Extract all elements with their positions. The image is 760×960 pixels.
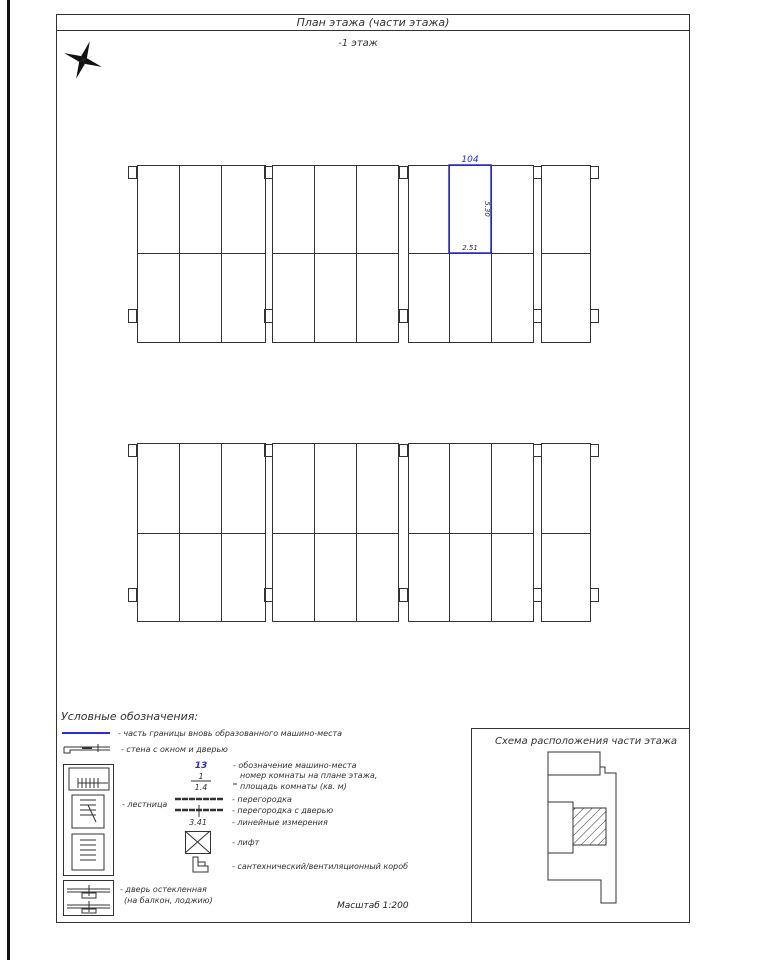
measure-sample: 3.41 [189,818,207,827]
parking-block [409,444,534,622]
spot-number: 104 [461,155,479,165]
legend-measure: - линейные измерения [232,818,328,827]
room-area-sample: 1.4 [194,783,208,792]
column-tab [400,167,408,179]
column-tab [534,589,542,602]
legend-partition-door: - перегородка с дверью [232,806,334,815]
floor-label: -1 этаж [338,38,378,49]
sheet-frame [57,15,690,923]
legend-title: Условные обозначения: [61,710,199,723]
legend-partition: - перегородка [232,795,292,804]
column-tab [591,589,599,602]
sheet-title: План этажа (части этажа) [296,16,450,29]
column-tab [534,445,542,457]
left-edge [7,0,10,960]
scale-label: Масштаб 1:200 [337,901,409,911]
spot-number-sample: 13 [194,761,208,771]
duct-icon [193,857,208,872]
legend-lift: - лифт [232,838,260,847]
legend [61,710,409,916]
column-tab [129,167,137,179]
column-tab [400,445,408,457]
column-tab [534,310,542,323]
compass-icon [57,34,108,85]
room-number-sample: 1 [198,772,204,781]
legend-duct: - сантехнический/вентиляционный короб [232,862,409,871]
highlighted-area [573,808,606,845]
column-tab [129,589,137,602]
legend-room-2: площадь комнаты (кв. м) [240,782,347,791]
column-tab [129,445,137,457]
glazed-door-icon [64,881,114,916]
column-tab [591,310,599,323]
column-tab [400,310,408,323]
legend-spot: - обозначение машино-места [233,761,357,770]
column-tab [129,310,137,323]
parking-block [542,444,591,622]
stairs-symbol-icon [64,765,114,876]
legend-door-2: (на балкон, лоджию) [124,896,213,905]
column-tab [591,167,599,179]
parking-block [138,444,266,622]
highlighted-parking-spot[interactable] [449,155,491,253]
scheme-title: Схема расположения части этажа [494,736,678,747]
column-tab [534,167,542,179]
column-tab [400,589,408,602]
floor-location-scheme [472,729,691,923]
parking-block [273,444,399,622]
column-tab [591,445,599,457]
lift-icon [185,831,211,854]
spot-length: 5.30 [483,201,491,217]
legend-room-1: номер комнаты на плане этажа, [240,771,378,780]
legend-wall: - стена с окном и дверью [121,745,228,754]
spot-width: 2.51 [462,244,478,252]
legend-door-1: - дверь остекленная [120,885,207,894]
wall-symbol-icon [64,744,110,753]
partition-door-symbol-icon [175,805,223,817]
legend-stairs: - лестница [122,800,168,809]
legend-boundary: - часть границы вновь образованного машино-места [118,729,343,738]
parking-plan [129,165,599,622]
